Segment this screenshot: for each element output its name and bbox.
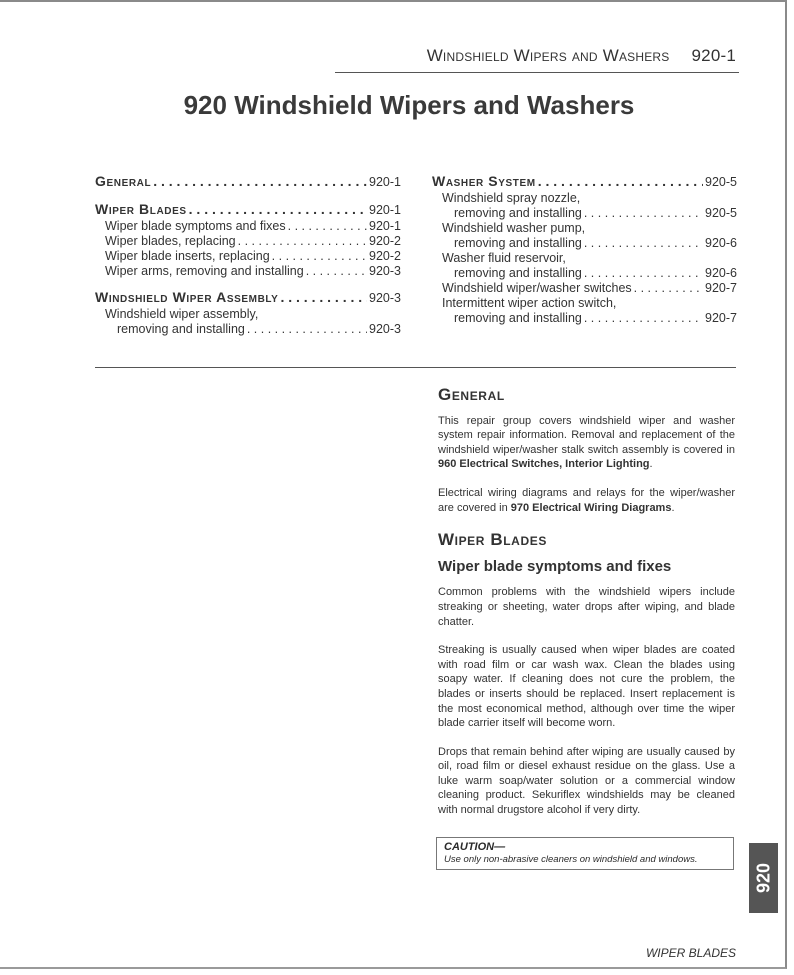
- toc-page: 920-6: [705, 266, 737, 280]
- text: .: [671, 501, 675, 514]
- header-rule: [335, 72, 739, 73]
- toc-label: Windshield wiper/washer switches: [442, 281, 632, 295]
- page-number: 920-1: [691, 46, 736, 65]
- toc-entry[interactable]: [95, 234, 401, 249]
- toc-leader: [272, 249, 367, 264]
- cross-reference: 970 Electrical Wiring Diagrams: [510, 501, 672, 514]
- toc-label: Washer System: [432, 173, 536, 189]
- toc-entry[interactable]: [95, 200, 401, 219]
- toc-entry[interactable]: [432, 172, 737, 191]
- toc-label-continued: removing and installing: [454, 236, 582, 250]
- toc-leader: [153, 172, 367, 190]
- toc-page: 920-1: [369, 219, 401, 233]
- toc-entry[interactable]: [432, 191, 737, 221]
- toc-entry[interactable]: [432, 281, 737, 296]
- caution-text: Use only non-abrasive cleaners on windshield and windows.: [444, 854, 698, 865]
- toc-page: 920-5: [705, 175, 737, 189]
- running-header: [427, 46, 736, 66]
- toc-page: 920-2: [369, 249, 401, 263]
- toc-entry[interactable]: [95, 264, 401, 279]
- toc-label-continued: removing and installing: [454, 206, 582, 220]
- toc-divider: [95, 367, 736, 368]
- toc-label-continued: removing and installing: [117, 322, 245, 336]
- wiper-paragraph-1: Common problems with the windshield wipers include streaking or sheeting, water drops after wiping, and blade chatter.: [438, 586, 735, 628]
- text: Electrical wiring diagrams and relays for the wiper/washer are covered in: [438, 486, 735, 514]
- caution-box: [436, 837, 734, 870]
- toc-label-continued: removing and installing: [454, 266, 582, 280]
- wiper-paragraph-3: Drops that remain behind after wiping are usually caused by oil, road film or diesel exhaust residue on the glass. Use a luke warm soap/water solution or a commercial window cleaning product. Sekuriflex windshields may be cleaned with normal drugstore alcohol if very dirty.: [438, 745, 735, 817]
- wiper-paragraph-2: Streaking is usually caused when wiper blades are coated with road film or car wash wax. Clean the blades using soapy water. If cleaning does not cure the problem, the blades or inserts should be replaced. Insert replacement is the most economical method, although over time the wiper blade carrier itself will become worn.: [438, 644, 735, 730]
- toc-label: Wiper Blades: [95, 201, 187, 217]
- toc-entry[interactable]: [432, 296, 737, 326]
- toc-page: 920-6: [705, 236, 737, 250]
- toc-entry[interactable]: [95, 219, 401, 234]
- toc-page: 920-7: [705, 281, 737, 295]
- toc-page: 920-7: [705, 311, 737, 325]
- general-paragraph-1: [438, 414, 735, 472]
- chapter-tab-label: 920: [753, 862, 773, 894]
- toc-page: 920-2: [369, 234, 401, 248]
- toc-leader: [538, 172, 703, 190]
- toc-leader: [584, 236, 703, 251]
- toc-leader: [238, 234, 367, 249]
- footer-section-title: WIPER BLADES: [645, 946, 736, 960]
- toc-leader: [584, 311, 703, 326]
- toc-page: 920-3: [369, 322, 401, 336]
- toc-leader: [247, 322, 367, 337]
- toc-entry[interactable]: [432, 221, 737, 251]
- toc-entry[interactable]: [432, 251, 737, 281]
- toc-label: Windshield spray nozzle,: [442, 191, 581, 205]
- general-paragraph-2: [438, 486, 735, 515]
- toc-leader: [584, 266, 703, 281]
- toc-page: 920-1: [369, 175, 401, 189]
- subsection-heading: Wiper blade symptoms and fixes: [438, 557, 672, 575]
- toc-page: 920-1: [369, 203, 401, 217]
- caution-title: CAUTION—: [444, 841, 506, 853]
- general-section: [438, 385, 735, 832]
- toc-label: Windshield Wiper Assembly: [95, 289, 279, 305]
- toc-leader: [634, 281, 703, 296]
- toc-right-column: [432, 172, 737, 326]
- running-title: Windshield Wipers and Washers: [426, 46, 670, 65]
- toc-leader: [189, 200, 367, 218]
- section-heading-general: General: [438, 385, 505, 404]
- toc-left-column: [95, 172, 401, 337]
- toc-label: Windshield wiper assembly,: [105, 307, 259, 321]
- toc-leader: [288, 219, 367, 234]
- chapter-thumb-tab: [749, 843, 778, 913]
- toc-label: Windshield washer pump,: [442, 221, 586, 235]
- toc-page: 920-3: [369, 291, 401, 305]
- toc-leader: [280, 288, 367, 306]
- toc-entry[interactable]: [95, 307, 401, 337]
- toc-page: 920-3: [369, 264, 401, 278]
- toc-entry[interactable]: [95, 249, 401, 264]
- text: .: [649, 458, 653, 471]
- toc-label: Wiper blade symptoms and fixes: [105, 219, 286, 233]
- toc-label: General: [95, 173, 152, 189]
- toc-entry[interactable]: [95, 172, 401, 191]
- toc-label: Wiper blades, replacing: [105, 234, 236, 248]
- toc-label: Intermittent wiper action switch,: [442, 296, 617, 310]
- cross-reference: 960 Electrical Switches, Interior Lighting: [438, 458, 650, 471]
- toc-leader: [306, 264, 367, 279]
- toc-label: Washer fluid reservoir,: [442, 251, 566, 265]
- toc-label-continued: removing and installing: [454, 311, 582, 325]
- toc-page: 920-5: [705, 206, 737, 220]
- section-heading-wiper-blades: Wiper Blades: [438, 530, 547, 550]
- toc-label: Wiper arms, removing and installing: [105, 264, 304, 278]
- page-title: 920 Windshield Wipers and Washers: [183, 90, 635, 120]
- toc-entry[interactable]: [95, 288, 401, 307]
- toc-leader: [584, 206, 703, 221]
- text: This repair group covers windshield wiper and washer system repair information. Removal and replacement of the windshield wiper/washer stalk switch assembly is covered in: [438, 414, 735, 456]
- toc-label: Wiper blade inserts, replacing: [105, 249, 270, 263]
